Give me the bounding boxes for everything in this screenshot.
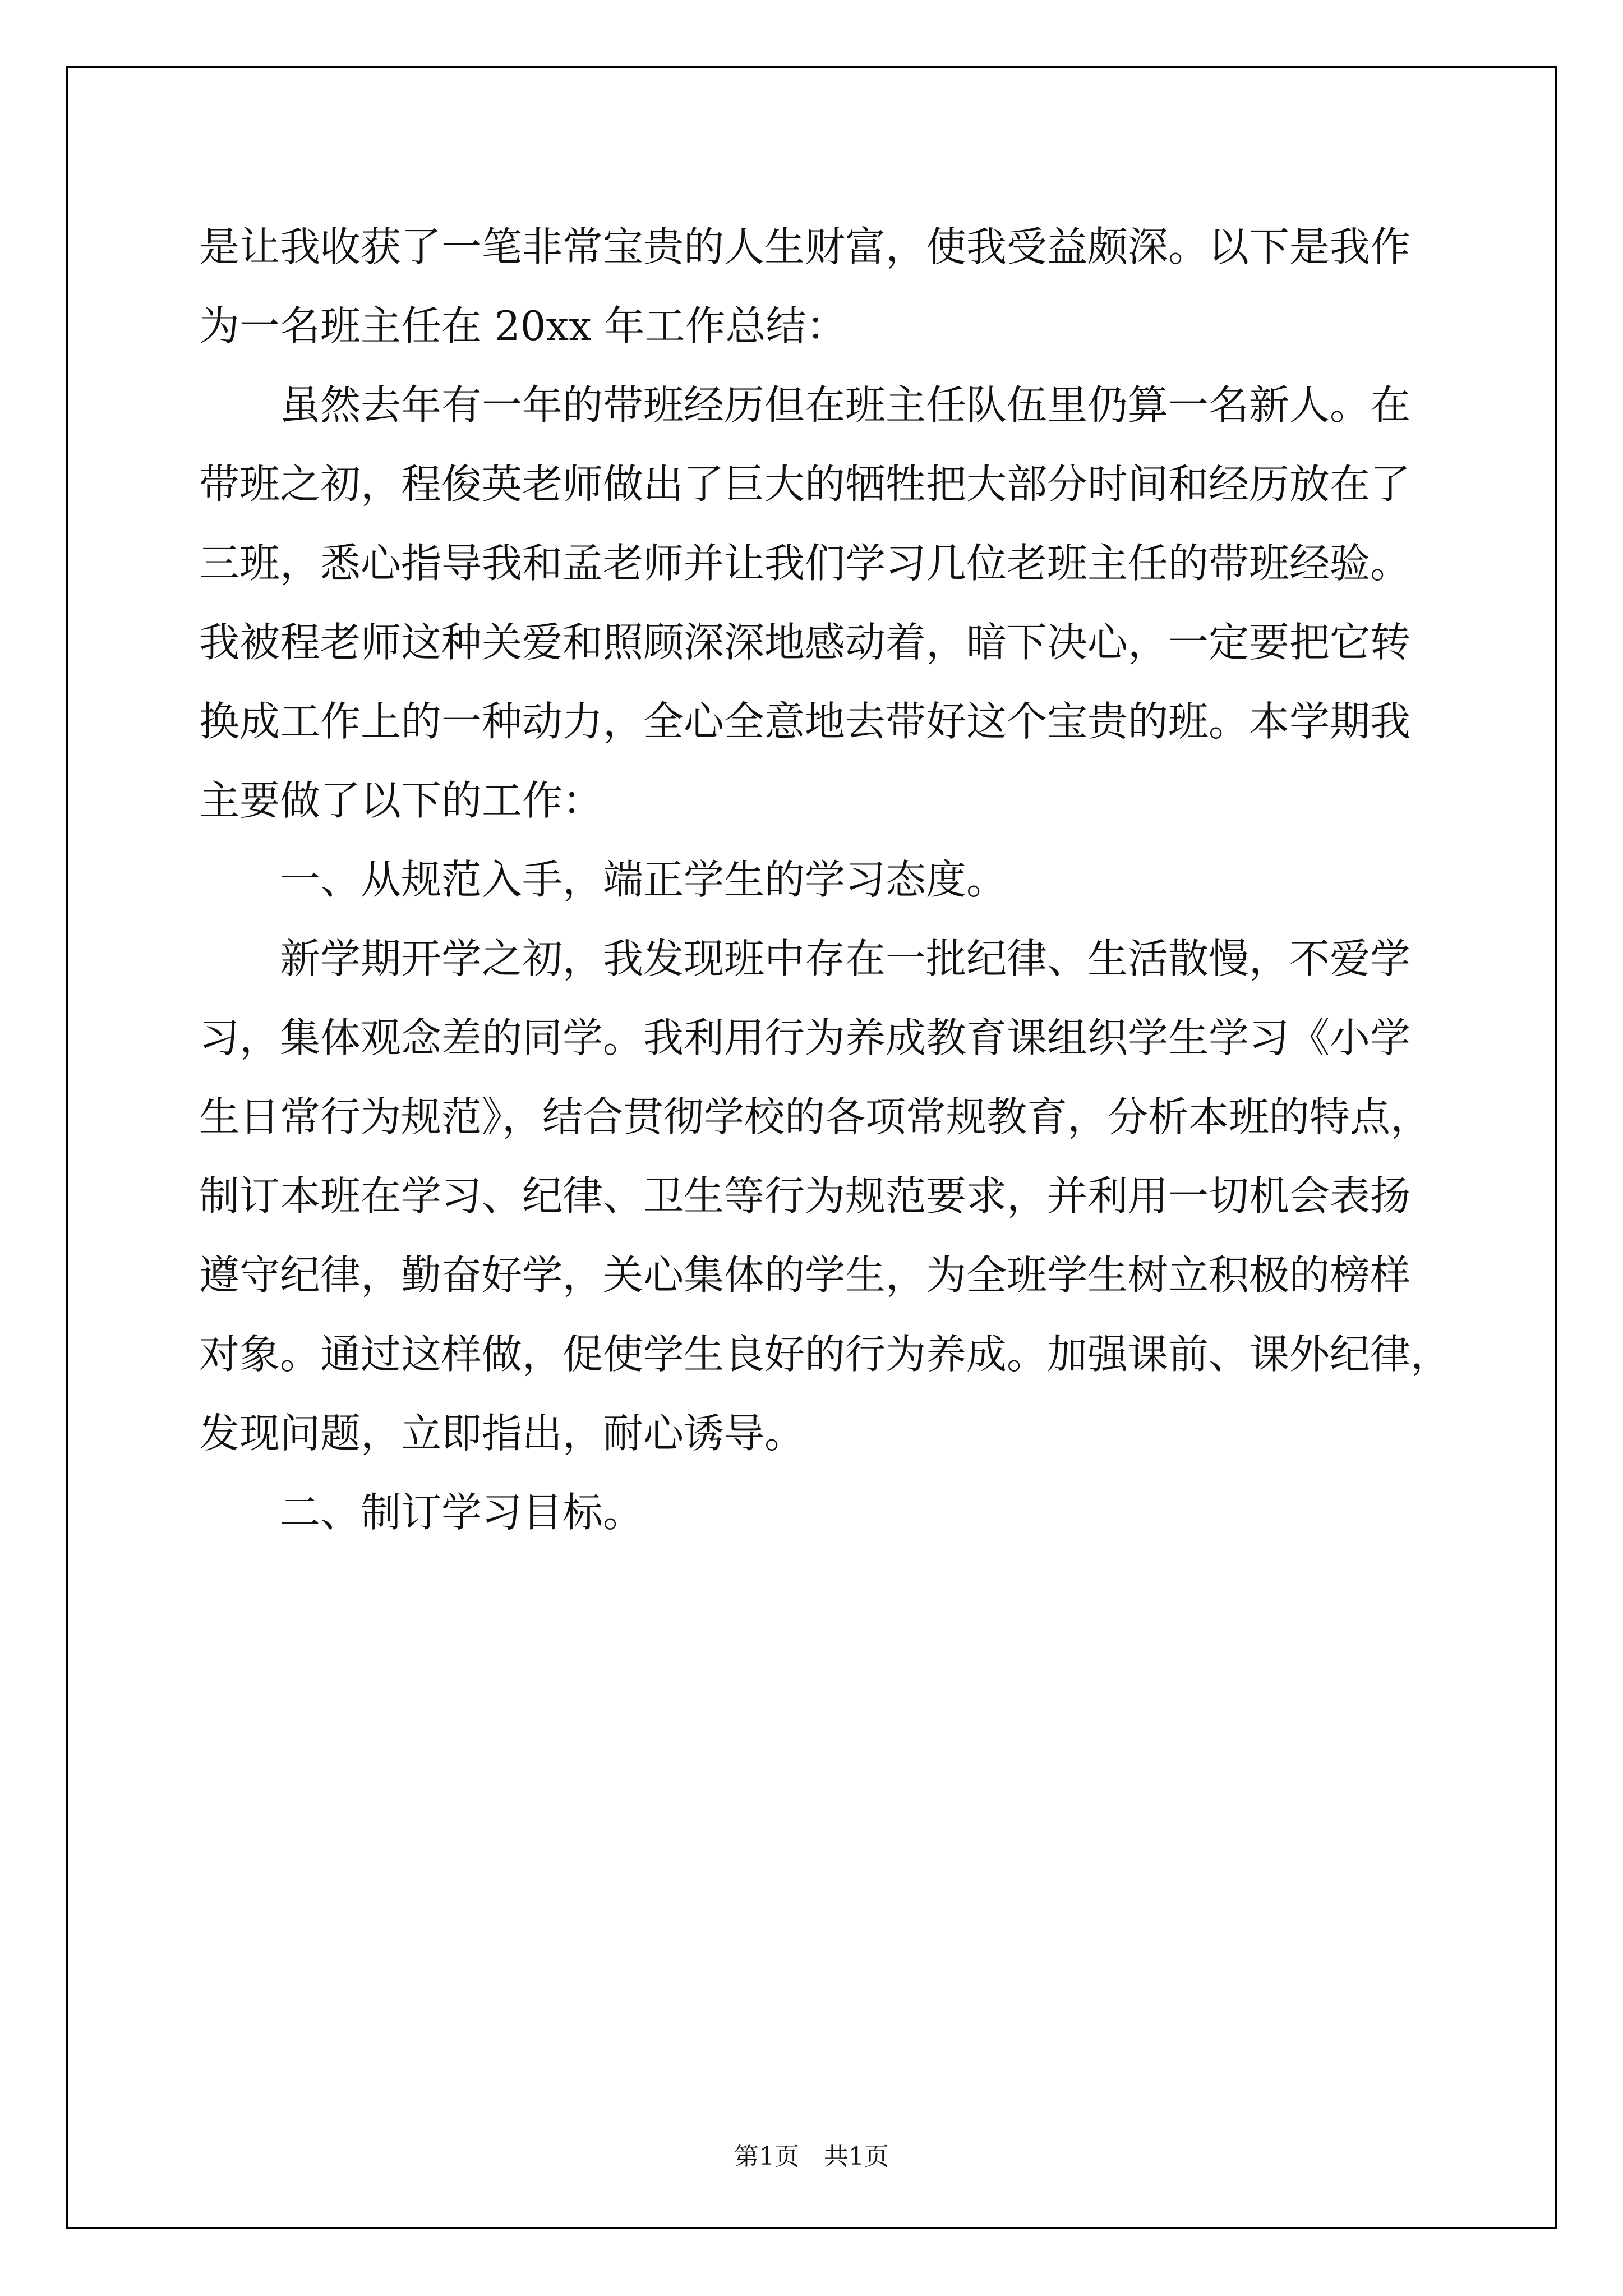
text-line: 生日常行为规范》，结合贯彻学校的各项常规教育，分析本班的特点， (199, 1093, 1431, 1140)
paragraph (199, 366, 1478, 840)
text-line: 制订本班在学习、纪律、卫生等行为规范要求，并利用一切机会表扬 (199, 1172, 1411, 1220)
text-line: 虽然去年有一年的带班经历但在班主任队伍里仍算一名新人。在 (280, 381, 1411, 429)
page-footer: 第1页 共1页 (734, 2142, 889, 2171)
document-body (199, 208, 1478, 1552)
text-line: 是让我收获了一笔非常宝贵的人生财富，使我受益颇深。以下是我作 (199, 223, 1411, 270)
text-line: 带班之初，程俊英老师做出了巨大的牺牲把大部分时间和经历放在了 (199, 461, 1411, 508)
text-line: 二、制订学习目标。 (280, 1489, 644, 1536)
section-heading (199, 1473, 1478, 1552)
text-line: 遵守纪律，勤奋好学，关心集体的学生，为全班学生树立积极的榜样 (199, 1251, 1411, 1299)
text-line: 为一名班主任在 20xx 年工作总结： (199, 302, 847, 349)
text-line: 对象。通过这样做，促使学生良好的行为养成。加强课前、课外纪律， (199, 1331, 1451, 1378)
text-line: 我被程老师这种关爱和照顾深深地感动着，暗下决心，一定要把它转 (199, 619, 1411, 666)
text-line: 习，集体观念差的同学。我利用行为养成教育课组织学生学习《小学 (199, 1014, 1411, 1061)
text-line: 主要做了以下的工作： (199, 777, 603, 824)
paragraph (199, 208, 1478, 366)
text-line: 新学期开学之初，我发现班中存在一批纪律、生活散慢，不爱学 (280, 935, 1411, 982)
text-line: 换成工作上的一种动力，全心全意地去带好这个宝贵的班。本学期我 (199, 698, 1411, 745)
section-heading (199, 840, 1478, 919)
text-line: 三班，悉心指导我和孟老师并让我们学习几位老班主任的带班经验。 (199, 540, 1411, 587)
text-line: 发现问题，立即指出，耐心诱导。 (199, 1410, 805, 1457)
paragraph (199, 919, 1478, 1473)
text-line: 一、从规范入手，端正学生的学习态度。 (280, 856, 1007, 903)
